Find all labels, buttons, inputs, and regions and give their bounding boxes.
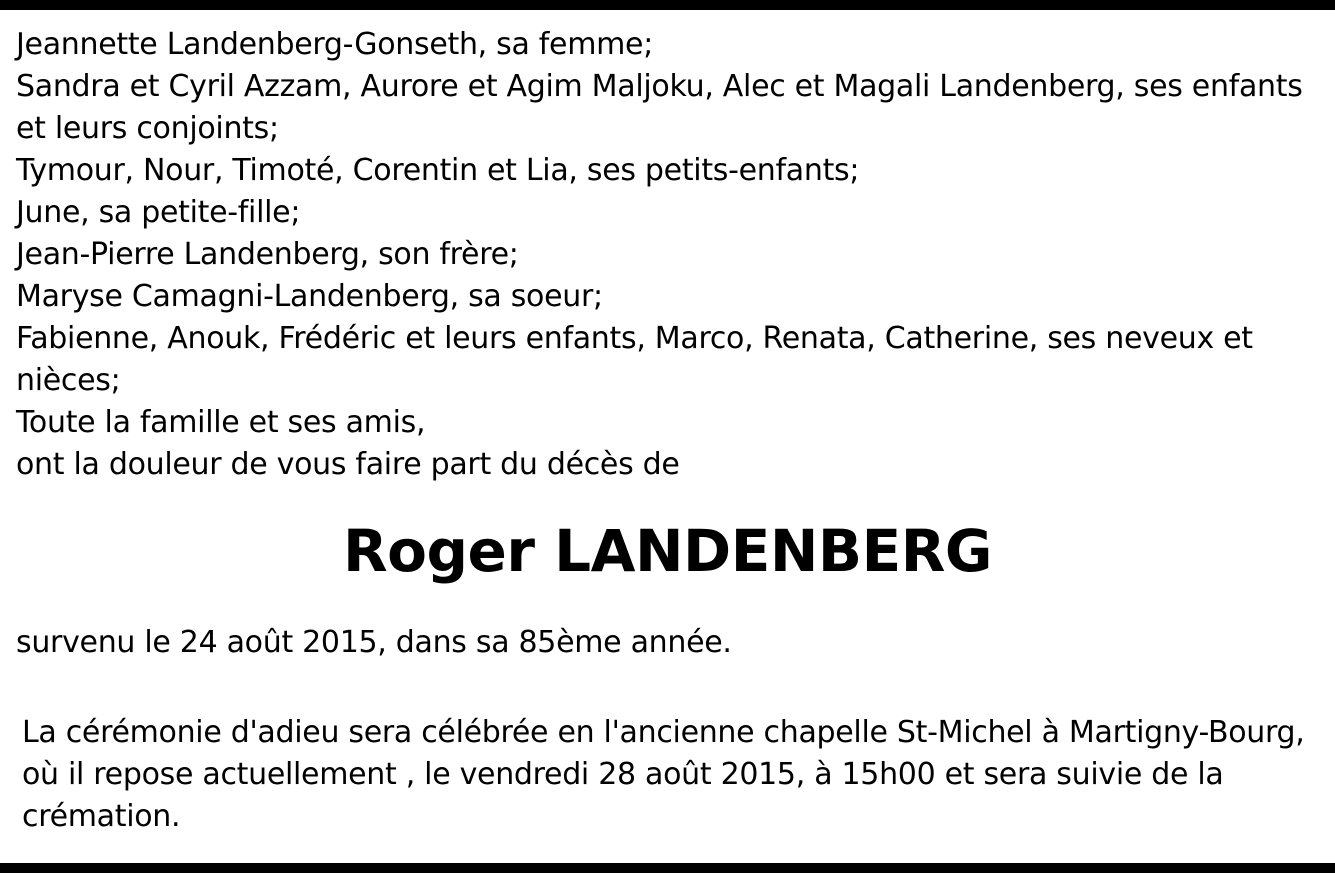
family-line: Maryse Camagni-Landenberg, sa soeur; [16,279,603,314]
family-line: Jean-Pierre Landenberg, son frère; [16,237,519,272]
top-border-rule [0,0,1335,10]
family-line: Fabienne, Anouk, Frédéric et leurs enfants, Marco, Renata, Catherine, ses neveux et nièces; [16,321,1253,398]
bottom-border-rule [0,863,1335,873]
ceremony-paragraph: La cérémonie d'adieu sera célébrée en l'ancienne chapelle St-Michel à Martigny-Bourg, où il repose actuellement , le vendredi 28 août 2015, à 15h00 et sera suivie de la crémation. [22,715,1305,834]
family-line: Tymour, Nour, Timoté, Corentin et Lia, ses petits-enfants; [16,153,860,188]
family-line: Sandra et Cyril Azzam, Aurore et Agim Maljoku, Alec et Magali Landenberg, ses enfants et leurs conjoints; [16,69,1303,146]
family-line: Toute la famille et ses amis, [16,405,426,440]
death-date-line: survenu le 24 août 2015, dans sa 85ème année. [16,625,732,660]
family-list [16,24,1326,486]
family-line: ont la douleur de vous faire part du décès de [16,447,680,482]
deceased-name: Roger LANDENBERG [343,517,992,585]
family-line: June, sa petite-fille; [16,195,301,230]
family-line: Jeannette Landenberg-Gonseth, sa femme; [16,27,654,62]
